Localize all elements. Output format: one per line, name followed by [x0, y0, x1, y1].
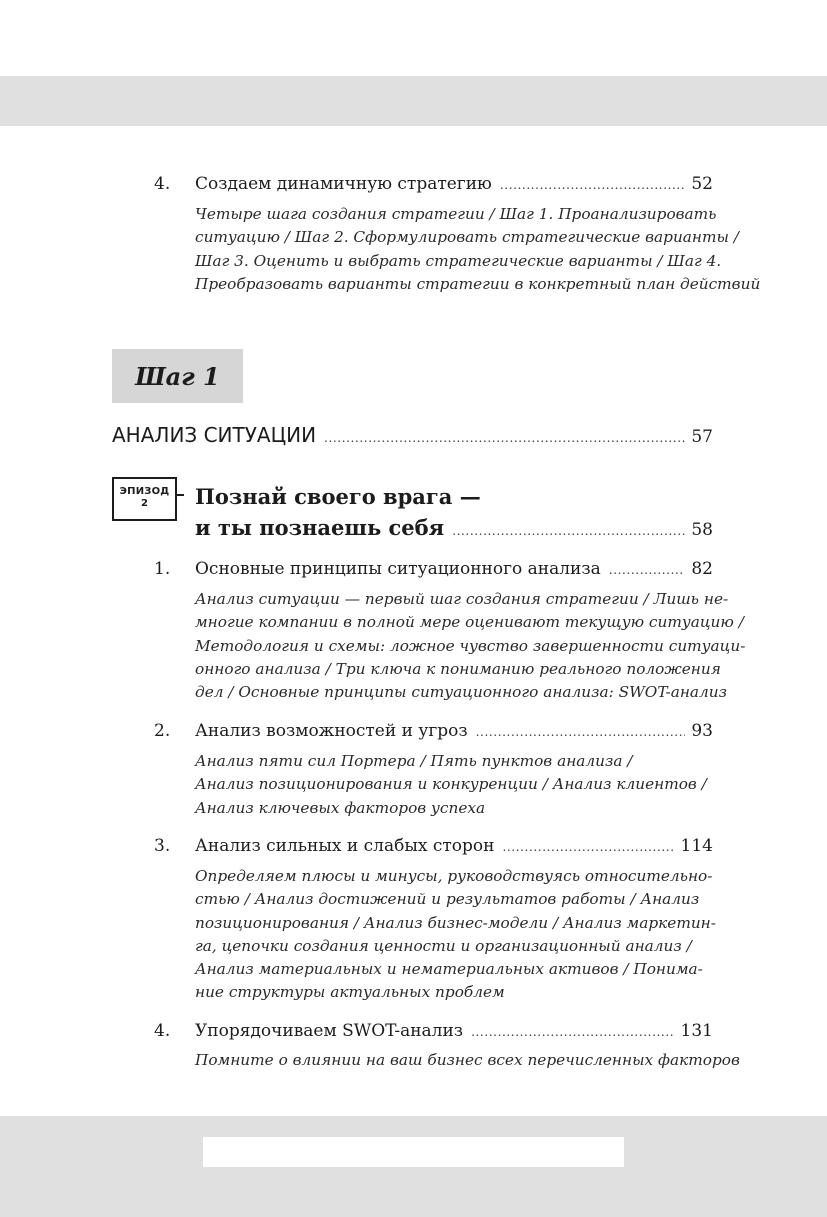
toc-description: Определяем плюсы и минусы, руководствуясь относительно- стью / Анализ достижений и результатов работы / Анализ позиционирования / Анализ бизнес-модели / Анализ маркетин- га, цепочки создания ценности и организационный анализ / Анализ материальных и нематериальных активов / Понима- ние структуры актуальных проблем [195, 867, 716, 1002]
step-page: 57 [691, 427, 713, 447]
toc-description: Помните о влиянии на ваш бизнес всех перечисленных факторов [195, 1051, 740, 1069]
toc-title: Анализ возможностей и угроз [195, 721, 468, 741]
toc-number: 1. [154, 559, 171, 579]
episode-badge-label: ЭПИЗОД [119, 486, 170, 497]
toc-entry[interactable] [195, 721, 713, 741]
toc-number: 4. [154, 1021, 171, 1041]
toc-description: Четыре шага создания стратегии / Шаг 1. Проанализировать ситуацию / Шаг 2. Сформулировать стратегические варианты / Шаг 3. Оценить и выбрать стратегические варианты / Шаг 4. Преобразовать варианты стратегии в конкретный план действий [195, 205, 761, 293]
toc-title: Создаем динамичную стратегию [195, 174, 492, 194]
leader-dots [502, 840, 674, 854]
toc-description: Анализ пяти сил Портера / Пять пунктов анализа / Анализ позиционирования и конкуренции / Анализ клиентов / Анализ ключевых факторов успеха [195, 752, 707, 817]
toc-title: Основные принципы ситуационного анализа [195, 559, 601, 579]
episode-page: 58 [691, 520, 713, 540]
step-label-box [112, 349, 243, 403]
step-label: Шаг 1 [135, 361, 220, 391]
toc-entry[interactable] [195, 174, 713, 194]
episode-entry[interactable] [195, 515, 713, 540]
toc-number: 3. [154, 836, 171, 856]
toc-title: Упорядочиваем SWOT-анализ [195, 1021, 464, 1041]
step-title: АНАЛИЗ СИТУАЦИИ [112, 423, 317, 447]
leader-dots [500, 178, 686, 192]
leader-dots [471, 1025, 674, 1039]
toc-number: 2. [154, 721, 171, 741]
top-header-band [0, 76, 827, 126]
toc-entry[interactable] [195, 1021, 713, 1041]
step-entry[interactable] [112, 423, 713, 447]
leader-dots [452, 524, 685, 538]
toc-title: Анализ сильных и слабых сторон [195, 836, 495, 856]
toc-page: 82 [691, 559, 713, 579]
episode-title-line1: Познай своего врага — [195, 484, 481, 509]
toc-page: 93 [691, 721, 713, 741]
episode-badge [112, 477, 177, 521]
toc-description: Анализ ситуации — первый шаг создания стратегии / Лишь не- многие компании в полной мере оценивают текущую ситуацию / Методология и схемы: ложное чувство завершенности ситуаци- онного анализа / Три ключа к пониманию реального положения дел / Основные принципы ситуационного анализа: SWOT-анализ [195, 590, 746, 702]
leader-dots [324, 431, 685, 445]
toc-entry[interactable] [195, 836, 713, 856]
footer-blank-panel [203, 1137, 624, 1167]
episode-badge-number: 2 [141, 498, 148, 509]
toc-number: 4. [154, 174, 171, 194]
leader-dots [609, 563, 686, 577]
toc-page: 114 [680, 836, 713, 856]
episode-title-line2: и ты познаешь себя [195, 515, 445, 540]
toc-entry[interactable] [195, 559, 713, 579]
toc-page: 131 [680, 1021, 713, 1041]
toc-page: 52 [691, 174, 713, 194]
leader-dots [476, 725, 686, 739]
episode-connector [175, 494, 184, 496]
